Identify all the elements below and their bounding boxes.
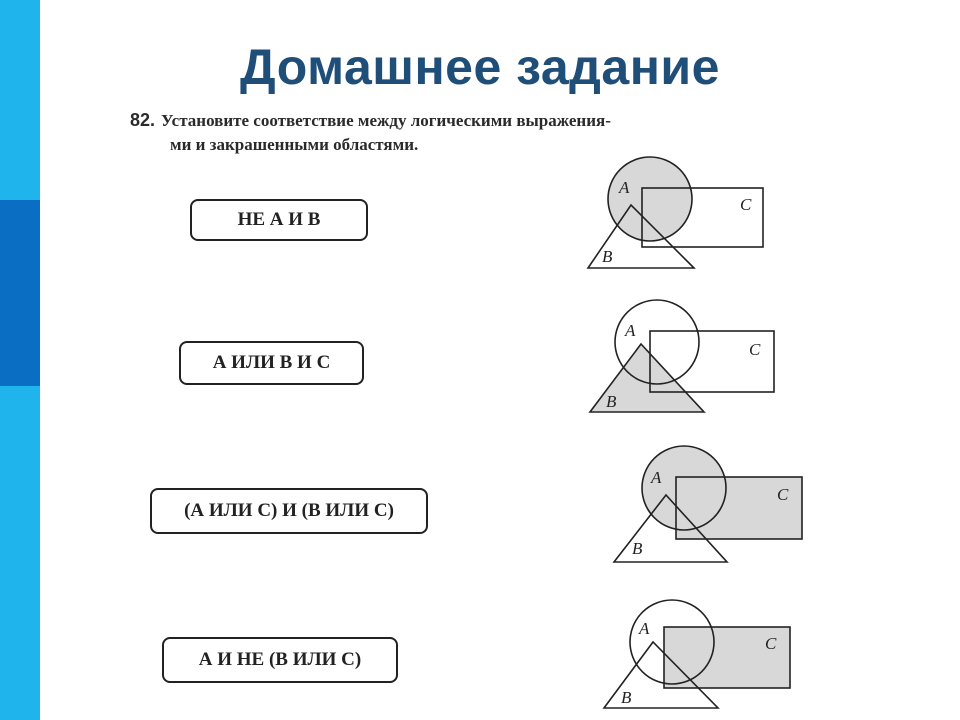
expression-box-1: НЕ А И В	[190, 199, 368, 241]
diagram-2	[590, 300, 774, 412]
page-title: Домашнее задание	[240, 39, 720, 95]
label-a: A	[651, 468, 662, 487]
label-b: B	[632, 539, 643, 558]
label-b: B	[621, 688, 632, 707]
expression-box-4: А И НЕ (В ИЛИ С)	[162, 637, 398, 683]
label-c: C	[777, 485, 789, 504]
label-a: A	[619, 178, 630, 197]
task-number: 82.	[130, 110, 156, 130]
diagram-1	[588, 157, 763, 268]
diagram-3	[614, 446, 802, 562]
task-text-line1: Установите соответствие между логическими выражения-	[161, 111, 611, 130]
label-c: C	[765, 634, 777, 653]
label-b: B	[602, 247, 613, 266]
label-c: C	[749, 340, 761, 359]
label-a: A	[625, 321, 636, 340]
label-b: B	[606, 392, 617, 411]
expression-box-2: А ИЛИ В И С	[179, 341, 364, 385]
diagram-4	[604, 600, 790, 708]
label-c: C	[740, 195, 752, 214]
task-text-line2: ми и закрашенными областями.	[170, 135, 419, 154]
expression-box-3: (А ИЛИ С) И (В ИЛИ С)	[150, 488, 428, 534]
label-a: A	[639, 619, 650, 638]
